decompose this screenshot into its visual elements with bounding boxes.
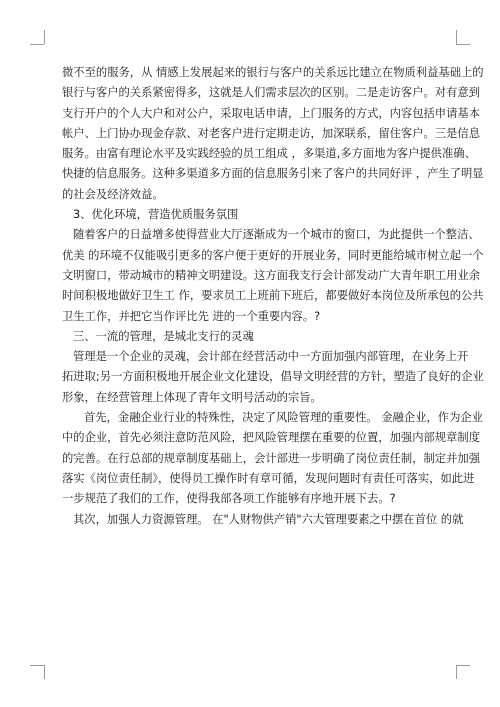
crop-mark-bottom-right-h: [456, 665, 470, 666]
heading-management: [62, 327, 440, 347]
text-line: 首先，金融企业行业的特殊性，决定了风险管理的重要性。 金融企业，作为企业: [84, 411, 483, 425]
text-line: 一步规范了我们的工作，使得我部各项工作能够有序地开展下去。?: [62, 492, 396, 506]
paragraph-service-details: [62, 63, 484, 205]
text-line: 支行开户的个人大户和对公户，采取电话申请，上门服务的方式，内容包括申请基本: [62, 106, 480, 120]
text-line: 拓进取;另一方面积极地开展企业文化建设，倡导文明经营的方针，塑造了良好的企业: [62, 370, 484, 384]
paragraph-risk-management: [62, 408, 483, 509]
text-line: 银行与客户的关系紧密得多，这就是人们需求层次的区别。二是走访客户。对有意到: [62, 86, 480, 100]
text-line: 形象，在经营管理上体现了青年文明号活动的宗旨。: [62, 390, 322, 404]
text-line: 文明窗口，带动城市的精神文明建设。这方面我支行会计部发动广大青年职工用业余: [62, 268, 480, 282]
text-line: 时间积极地做好卫生工 作，要求员工上班前下班后，都要做好本岗位及所承包的公共: [62, 289, 484, 303]
text-line: 优美 的环境不仅能吸引更多的客户便于更好的开展业务，同时更能给城市树立起一个: [62, 248, 484, 262]
crop-mark-bottom-right-v: [456, 665, 457, 679]
crop-mark-top-right-h: [456, 44, 470, 45]
crop-mark-top-right-v: [456, 30, 457, 44]
crop-mark-top-left-v: [44, 30, 45, 44]
section-heading: 三、一流的管理，是城北支行的灵魂: [73, 329, 254, 343]
text-line: 帐户、上门协办现金存款、对老客户进行定期走访，加深联系，留住客户。三是信息: [62, 126, 480, 140]
text-line: 微不至的服务，从 情感上发展起来的银行与客户的关系远比建立在物质利益基础上的: [62, 66, 484, 79]
paragraph-hr-management: [62, 510, 464, 530]
text-line: 的社会及经济效益。: [62, 187, 164, 201]
text-line: 其次，加强人力资源管理。 在"人财物供产销"六大管理要素之中摆在首位 的就: [73, 512, 464, 526]
text-line: 快捷的信息服务。这种多渠道多方面的信息服务引来了客户的共同好评 ，产生了明显: [62, 167, 484, 181]
paragraph-environment: [62, 225, 484, 326]
crop-mark-top-left-h: [30, 44, 44, 45]
text-line: 的完善。在行总部的规章制度基础上，会计部进一步明确了岗位责任制，制定并加强: [62, 451, 480, 465]
crop-mark-bottom-left-v: [44, 665, 45, 679]
text-line: 服务。由富有理论水平及实践经验的员工组成 ，多渠道,多方面地为客户提供准确、: [62, 147, 476, 161]
text-line: 卫生工作，并把它当作评比先 进的一个重要内容。?: [62, 309, 321, 323]
crop-mark-bottom-left-h: [30, 665, 44, 666]
text-line: 落实《岗位责任制》，使得员工操作时有章可循，发现问题时有责任可落实，如此进: [62, 471, 475, 485]
heading-optimize-environment: [62, 205, 440, 225]
body-text: [62, 63, 484, 530]
section-heading: 3、优化环境，营造优质服务氛围: [73, 208, 239, 222]
text-line: 中的企业，首先必须注意防范风险，把风险管理摆在重要的位置，加强内部规章制度: [62, 431, 480, 445]
text-line: 随着客户的日益增多使得营业大厅逐渐成为一个城市的窗口，为此提供一个整洁、: [73, 228, 480, 242]
text-line: 管理是一个企业的灵魂，会计部在经营活动中一方面加强内部管理，在业务上开: [73, 350, 469, 364]
paragraph-management: [62, 347, 484, 408]
